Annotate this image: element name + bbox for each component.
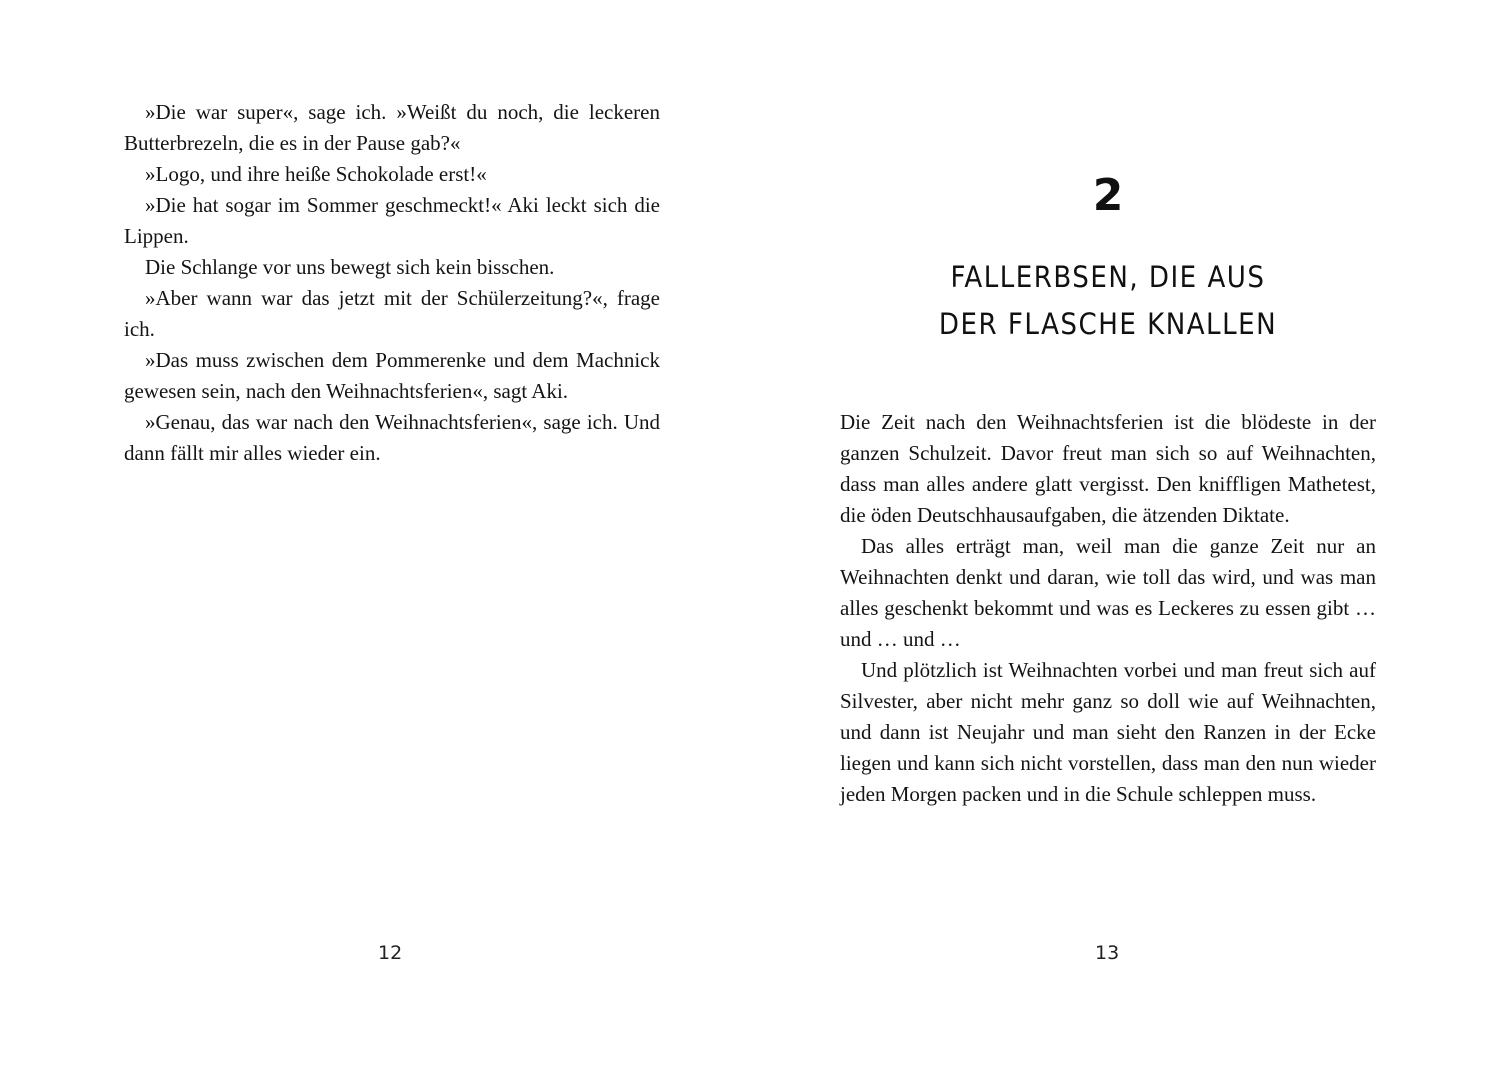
paragraph: »Das muss zwischen dem Pommerenke und dem Machnick gewesen sein, nach den Weihnachtsferien«, sagt Aki. — [124, 348, 660, 403]
paragraph: »Genau, das war nach den Weihnachtsferien«, sage ich. Und dann fällt mir alles wieder ein. — [124, 410, 660, 465]
right-page-text — [840, 407, 1376, 810]
left-page-text — [124, 97, 660, 469]
paragraph: »Logo, und ihre heiße Schokolade erst!« — [145, 162, 487, 186]
right-page — [750, 0, 1500, 1086]
paragraph: Die Schlange vor uns bewegt sich kein bisschen. — [145, 255, 555, 279]
paragraph: Die Zeit nach den Weihnachtsferien ist die blödeste in der ganzen Schulzeit. Davor freut man sich so auf Weihnachten, dass man alles andere glatt vergisst. Den kniffligen Mathetest, die öden Deutschhausaufgaben, die ätzenden Diktate. — [840, 410, 1376, 527]
paragraph: »Die hat sogar im Sommer geschmeckt!« Aki leckt sich die Lippen. — [124, 193, 660, 248]
paragraph: »Aber wann war das jetzt mit der Schülerzeitung?«, frage ich. — [124, 286, 660, 341]
paragraph: Und plötzlich ist Weihnachten vorbei und man freut sich auf Silvester, aber nicht mehr ganz so doll wie auf Weihnachten, und dann ist Neujahr und man sieht den Ranzen in der Ecke liegen und kann sich nicht vorstellen, dass man den nun wieder jeden Morgen packen und in die Schule schleppen muss. — [840, 658, 1376, 806]
chapter-title-line-1: FALLERBSEN, DIE AUS — [950, 260, 1266, 294]
chapter-title — [750, 254, 1466, 348]
chapter-number: 2 — [1092, 170, 1124, 221]
paragraph: »Die war super«, sage ich. »Weißt du noch, die leckeren Butterbrezeln, die es in der Pause gab?« — [124, 100, 660, 155]
chapter-title-line-2: DER FLASCHE KNALLEN — [938, 307, 1278, 341]
paragraph: Das alles erträgt man, weil man die ganze Zeit nur an Weihnachten denkt und daran, wie toll das wird, und was man alles geschenkt bekommt und was es Leckeres zu essen gibt … und … und … — [840, 534, 1376, 651]
page-number: 13 — [1095, 942, 1120, 964]
page-number: 12 — [378, 942, 403, 964]
